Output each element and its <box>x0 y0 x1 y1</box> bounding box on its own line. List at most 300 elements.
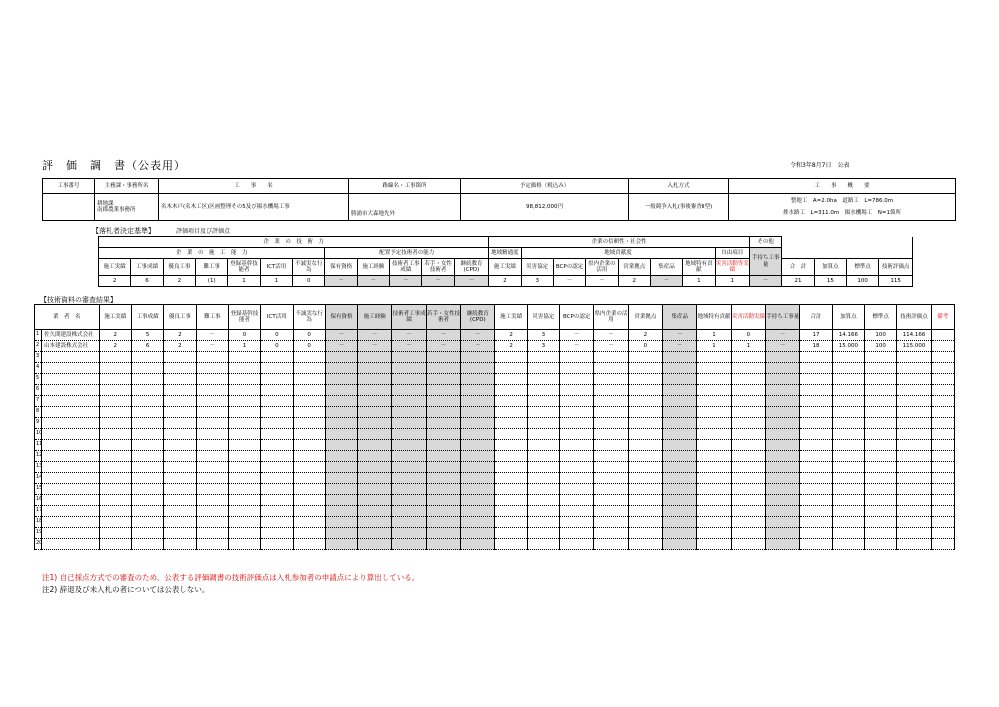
results-header-11: 技術者工事成績 <box>392 305 426 330</box>
result-cell <box>766 385 800 396</box>
results-header-2: 施工実績 <box>99 305 131 330</box>
row-number: 19 <box>35 528 42 539</box>
result-cell <box>560 539 594 550</box>
table-row <box>35 407 955 418</box>
result-cell <box>358 528 392 539</box>
result-cell <box>228 418 260 429</box>
result-cell <box>392 451 426 462</box>
result-cell <box>663 385 697 396</box>
result-cell <box>228 473 260 484</box>
result-cell <box>594 418 628 429</box>
project-info-table <box>42 178 956 221</box>
results-header-23: 合計 <box>800 305 832 330</box>
group-free-item: 自由項目 <box>715 248 749 259</box>
bidder-name <box>42 374 100 385</box>
result-cell <box>594 462 628 473</box>
result-cell <box>663 374 697 385</box>
result-cell <box>527 352 559 363</box>
bidder-name <box>42 352 100 363</box>
result-cell <box>325 539 357 550</box>
result-cell <box>527 495 559 506</box>
crit-value-23: 15 <box>814 276 846 287</box>
result-cell <box>99 429 131 440</box>
result-cell <box>358 473 392 484</box>
result-cell <box>164 473 196 484</box>
crit-col-17: 営業拠点 <box>618 259 650 276</box>
result-cell <box>897 352 931 363</box>
crit-col-16: 県内企業の活用 <box>586 259 618 276</box>
result-cell <box>392 506 426 517</box>
result-cell <box>594 440 628 451</box>
group-other: その他 <box>749 237 781 248</box>
result-cell <box>527 374 559 385</box>
result-cell <box>325 396 357 407</box>
result-cell <box>560 462 594 473</box>
table-row <box>35 440 955 451</box>
bidder-name <box>42 539 100 550</box>
results-header-3: 工事成績 <box>131 305 163 330</box>
result-cell: － <box>358 330 392 341</box>
result-cell <box>495 462 527 473</box>
result-cell <box>931 473 954 484</box>
result-cell <box>261 528 293 539</box>
result-cell <box>426 396 460 407</box>
result-cell <box>560 396 594 407</box>
result-cell <box>800 374 832 385</box>
result-cell <box>897 539 931 550</box>
result-cell <box>392 374 426 385</box>
result-cell <box>426 484 460 495</box>
result-cell <box>426 429 460 440</box>
result-cell <box>99 495 131 506</box>
criteria-values-row <box>99 276 913 287</box>
result-cell <box>527 528 559 539</box>
result-cell <box>99 385 131 396</box>
result-cell <box>560 506 594 517</box>
result-cell <box>99 451 131 462</box>
result-cell <box>495 451 527 462</box>
result-cell <box>392 407 426 418</box>
result-cell <box>461 495 495 506</box>
result-cell <box>766 363 800 374</box>
result-cell <box>358 506 392 517</box>
results-header-22: 手持ち工事量 <box>766 305 800 330</box>
value-location: 勝浦市大森地先外 <box>349 194 461 221</box>
result-cell: 0 <box>293 341 325 352</box>
result-cell <box>495 374 527 385</box>
crit-value-15: － <box>553 276 585 287</box>
result-cell <box>392 517 426 528</box>
result-cell <box>697 429 731 440</box>
result-cell <box>131 363 163 374</box>
result-cell <box>99 418 131 429</box>
result-cell <box>864 451 896 462</box>
bidder-name <box>42 484 100 495</box>
group-engineer-ability: 配置予定技術者の能力 <box>325 248 489 259</box>
result-cell <box>697 363 731 374</box>
result-cell <box>560 385 594 396</box>
result-cell <box>164 363 196 374</box>
result-cell <box>766 451 800 462</box>
result-cell <box>261 473 293 484</box>
row-number: 18 <box>35 517 42 528</box>
result-cell <box>228 528 260 539</box>
result-cell <box>931 451 954 462</box>
result-cell <box>697 506 731 517</box>
criteria-caption: 【落札者決定基準】 <box>92 227 155 235</box>
summary-line-2: 排水路工 L=311.0m 揚水機場工 N=1箇所 <box>783 210 901 216</box>
result-cell <box>897 440 931 451</box>
result-cell: 0 <box>228 330 260 341</box>
result-cell <box>261 517 293 528</box>
result-cell <box>461 407 495 418</box>
result-cell: － <box>392 330 426 341</box>
table-row <box>35 385 955 396</box>
result-cell <box>897 462 931 473</box>
result-cell <box>931 385 954 396</box>
result-cell <box>832 352 864 363</box>
results-header-4: 優良工事 <box>164 305 196 330</box>
result-cell <box>131 418 163 429</box>
result-cell <box>164 451 196 462</box>
result-cell <box>228 484 260 495</box>
result-cell <box>731 517 765 528</box>
result-cell <box>99 363 131 374</box>
bidder-name <box>42 473 100 484</box>
result-cell <box>461 352 495 363</box>
result-cell <box>131 385 163 396</box>
result-cell <box>164 396 196 407</box>
crit-value-20: 1 <box>715 276 749 287</box>
result-cell <box>628 451 662 462</box>
result-cell <box>766 429 800 440</box>
result-cell <box>164 495 196 506</box>
results-header-14: 施工実績 <box>495 305 527 330</box>
result-cell <box>663 539 697 550</box>
results-header-5: 難工事 <box>196 305 228 330</box>
value-work-number <box>43 194 95 221</box>
result-cell: 18 <box>800 341 832 352</box>
result-cell: － <box>392 341 426 352</box>
crit-col-13: 施工実績 <box>489 259 521 276</box>
result-cell <box>527 429 559 440</box>
result-cell <box>697 484 731 495</box>
crit-value-3: 2 <box>163 276 195 287</box>
result-cell <box>832 418 864 429</box>
result-cell <box>864 374 896 385</box>
result-cell <box>628 363 662 374</box>
result-cell <box>663 440 697 451</box>
result-cell <box>731 506 765 517</box>
result-cell <box>800 528 832 539</box>
result-cell <box>931 418 954 429</box>
result-cell <box>766 539 800 550</box>
result-cell <box>864 396 896 407</box>
result-cell <box>766 528 800 539</box>
result-cell <box>196 385 228 396</box>
result-cell: 2 <box>495 341 527 352</box>
result-cell <box>931 484 954 495</box>
result-cell <box>228 462 260 473</box>
result-cell <box>527 539 559 550</box>
result-cell <box>196 374 228 385</box>
result-cell <box>832 429 864 440</box>
row-number: 17 <box>35 506 42 517</box>
result-cell <box>800 473 832 484</box>
result-cell <box>99 407 131 418</box>
result-cell <box>697 385 731 396</box>
results-header-7: ICT活用 <box>261 305 293 330</box>
result-cell <box>527 363 559 374</box>
result-cell <box>864 517 896 528</box>
result-cell <box>164 385 196 396</box>
row-number: 16 <box>35 495 42 506</box>
table-row <box>35 429 955 440</box>
result-cell: － <box>426 341 460 352</box>
result-cell <box>560 517 594 528</box>
result-cell <box>766 462 800 473</box>
result-cell <box>495 539 527 550</box>
result-cell <box>897 363 931 374</box>
crit-col-2: 工事成績 <box>131 259 163 276</box>
crit-value-14: 3 <box>521 276 553 287</box>
result-cell <box>293 473 325 484</box>
result-cell <box>392 440 426 451</box>
result-cell <box>731 352 765 363</box>
row-number: 6 <box>35 385 42 396</box>
result-cell <box>131 407 163 418</box>
result-cell <box>560 407 594 418</box>
bidder-name <box>42 440 100 451</box>
result-cell <box>931 495 954 506</box>
result-cell <box>897 484 931 495</box>
result-cell <box>392 352 426 363</box>
result-cell <box>731 451 765 462</box>
result-cell <box>628 374 662 385</box>
result-cell <box>663 495 697 506</box>
result-cell <box>594 363 628 374</box>
result-cell <box>131 484 163 495</box>
result-cell <box>800 495 832 506</box>
result-cell <box>426 363 460 374</box>
result-cell <box>228 352 260 363</box>
result-cell <box>731 385 765 396</box>
result-cell <box>228 363 260 374</box>
result-cell <box>697 517 731 528</box>
result-cell <box>461 418 495 429</box>
result-cell <box>594 429 628 440</box>
result-cell <box>358 429 392 440</box>
crit-value-10: － <box>390 276 422 287</box>
result-cell <box>800 418 832 429</box>
result-cell <box>196 407 228 418</box>
result-cell <box>261 396 293 407</box>
result-cell <box>495 506 527 517</box>
table-row <box>35 528 955 539</box>
result-cell <box>697 451 731 462</box>
results-header-9: 保有資格 <box>325 305 357 330</box>
result-cell <box>426 517 460 528</box>
result-cell: 1 <box>697 330 731 341</box>
result-cell <box>594 484 628 495</box>
result-cell <box>426 440 460 451</box>
results-header-25: 標準点 <box>864 305 896 330</box>
result-cell <box>426 473 460 484</box>
result-cell <box>663 352 697 363</box>
row-number: 3 <box>35 352 42 363</box>
results-header-26: 技術評価点 <box>897 305 931 330</box>
results-header-6: 登録基幹技能者 <box>228 305 260 330</box>
result-cell <box>628 407 662 418</box>
result-cell <box>495 429 527 440</box>
result-cell <box>495 440 527 451</box>
result-cell <box>897 473 931 484</box>
result-cell <box>461 484 495 495</box>
row-number: 9 <box>35 418 42 429</box>
crit-col-24: 標準点 <box>847 259 879 276</box>
result-cell <box>358 396 392 407</box>
result-cell <box>392 484 426 495</box>
crit-value-7: 0 <box>293 276 325 287</box>
result-cell <box>560 495 594 506</box>
result-cell <box>495 473 527 484</box>
table-row <box>35 396 955 407</box>
result-cell <box>931 396 954 407</box>
result-cell <box>358 352 392 363</box>
result-cell <box>495 484 527 495</box>
result-cell <box>628 462 662 473</box>
result-cell <box>261 407 293 418</box>
result-cell <box>731 473 765 484</box>
result-cell <box>325 352 357 363</box>
bidder-name <box>42 506 100 517</box>
result-cell <box>461 451 495 462</box>
result-cell <box>527 484 559 495</box>
result-cell <box>931 539 954 550</box>
crit-value-9: － <box>357 276 389 287</box>
result-cell <box>392 495 426 506</box>
result-cell: 2 <box>99 330 131 341</box>
result-cell <box>196 352 228 363</box>
result-cell <box>560 429 594 440</box>
result-cell: － <box>560 330 594 341</box>
result-cell <box>196 418 228 429</box>
result-cell <box>560 363 594 374</box>
result-cell <box>392 462 426 473</box>
results-header-17: 県内企業の活用 <box>594 305 628 330</box>
crit-value-17: 2 <box>618 276 650 287</box>
result-cell <box>766 517 800 528</box>
result-cell <box>461 473 495 484</box>
result-cell <box>931 352 954 363</box>
result-cell <box>560 440 594 451</box>
result-cell <box>864 462 896 473</box>
result-cell <box>131 374 163 385</box>
crit-value-19: 1 <box>683 276 715 287</box>
results-header-19: 集産品 <box>663 305 697 330</box>
result-cell <box>594 396 628 407</box>
result-cell <box>897 528 931 539</box>
crit-value-21: － <box>749 276 781 287</box>
crit-value-25: 115 <box>879 276 913 287</box>
table-row <box>35 374 955 385</box>
result-cell <box>594 495 628 506</box>
crit-col-20: 災害活動等実績 <box>715 259 749 276</box>
result-cell <box>931 462 954 473</box>
table-row <box>35 495 955 506</box>
result-cell <box>325 363 357 374</box>
crit-value-12: － <box>454 276 488 287</box>
row-number: 11 <box>35 440 42 451</box>
result-cell <box>931 506 954 517</box>
row-number: 4 <box>35 363 42 374</box>
result-cell <box>495 528 527 539</box>
result-cell <box>426 451 460 462</box>
result-cell <box>897 495 931 506</box>
result-cell <box>832 407 864 418</box>
result-cell <box>261 385 293 396</box>
crit-col-1: 施工実績 <box>99 259 131 276</box>
result-cell <box>261 539 293 550</box>
result-cell <box>697 374 731 385</box>
result-cell <box>196 451 228 462</box>
result-cell <box>527 473 559 484</box>
result-cell <box>495 407 527 418</box>
result-cell <box>325 385 357 396</box>
result-cell <box>495 363 527 374</box>
result-cell <box>99 528 131 539</box>
crit-value-13: 2 <box>489 276 521 287</box>
result-cell <box>131 440 163 451</box>
bidder-name <box>42 363 100 374</box>
result-cell <box>261 440 293 451</box>
criteria-table <box>98 236 913 287</box>
results-header-15: 災害協定 <box>527 305 559 330</box>
result-cell <box>358 484 392 495</box>
crit-col-8: 保有資格 <box>325 259 357 276</box>
result-cell: 1 <box>697 341 731 352</box>
result-cell <box>426 539 460 550</box>
result-cell <box>527 396 559 407</box>
table-row <box>35 462 955 473</box>
result-cell <box>594 374 628 385</box>
result-cell <box>196 462 228 473</box>
page-title: 評 価 調 書（公表用） <box>42 159 186 172</box>
result-cell: － <box>426 330 460 341</box>
crit-col-15: BCPの認定 <box>553 259 585 276</box>
crit-col-9: 施工経験 <box>357 259 389 276</box>
result-cell <box>864 484 896 495</box>
result-cell <box>196 429 228 440</box>
table-row <box>35 473 955 484</box>
result-cell <box>293 539 325 550</box>
row-number: 13 <box>35 462 42 473</box>
result-cell: 2 <box>495 330 527 341</box>
result-cell: 100 <box>864 341 896 352</box>
result-cell <box>800 517 832 528</box>
result-cell: 3 <box>527 330 559 341</box>
result-cell <box>697 418 731 429</box>
crit-col-5: 登録基幹技能者 <box>228 259 260 276</box>
result-cell <box>697 462 731 473</box>
table-row <box>35 330 955 341</box>
result-cell <box>461 374 495 385</box>
result-cell <box>527 407 559 418</box>
result-cell <box>325 506 357 517</box>
result-cell <box>594 407 628 418</box>
result-cell <box>358 451 392 462</box>
result-cell: 0 <box>261 330 293 341</box>
